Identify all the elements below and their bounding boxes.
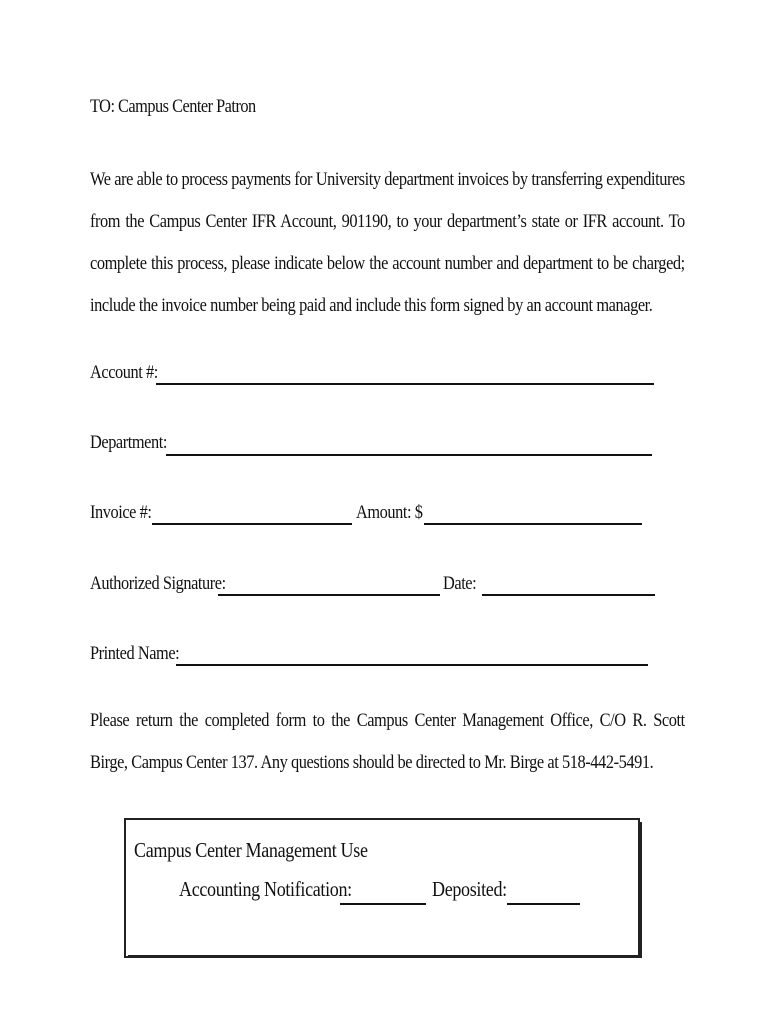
account-label: Account #: (90, 362, 158, 383)
signature-label: Authorized Signature: (90, 573, 226, 594)
date-input-line[interactable] (482, 594, 655, 596)
return-instructions: Please return the completed form to the Campus Center Management Office, C/O R. Scott Birge, Campus Center 137. Any questions should be directed to Mr. Birge at 518-442-5491. (90, 710, 685, 773)
deposited-field-row (432, 877, 507, 902)
invoice-label: Invoice #: (90, 502, 152, 523)
account-input-line[interactable] (156, 383, 654, 385)
accounting-notification-label: Accounting Notification: (179, 877, 352, 901)
management-box-title: Campus Center Management Use (134, 838, 368, 862)
department-field-row (90, 432, 179, 454)
department-input-line[interactable] (166, 454, 652, 456)
intro-paragraph: We are able to process payments for University department invoices by transferring expenditures from the Campus Center IFR Account, 901190, to your department’s state or IFR account. To complete this process, please indicate below the account number and department to be charged; include the invoice number being paid and include this form signed by an account manager. (90, 169, 685, 316)
invoice-field-row (90, 502, 162, 524)
signature-field-row (90, 573, 248, 595)
department-label: Department: (90, 432, 167, 453)
printed-name-field-row (90, 643, 194, 665)
amount-input-line[interactable] (424, 523, 642, 525)
amount-label: Amount: $ (356, 502, 423, 523)
account-field-row (90, 362, 169, 384)
invoice-input-line[interactable] (152, 523, 352, 525)
deposited-line[interactable] (507, 903, 580, 905)
salutation: TO: Campus Center Patron (90, 96, 256, 117)
amount-field-row (356, 502, 433, 524)
printed-name-label: Printed Name: (90, 643, 180, 664)
date-field-row (443, 573, 482, 595)
management-fields-row (179, 877, 352, 902)
printed-name-input-line[interactable] (176, 664, 648, 666)
accounting-notification-line[interactable] (340, 903, 426, 905)
deposited-label: Deposited: (432, 877, 507, 901)
date-label: Date: (443, 573, 477, 594)
signature-input-line[interactable] (218, 594, 440, 596)
